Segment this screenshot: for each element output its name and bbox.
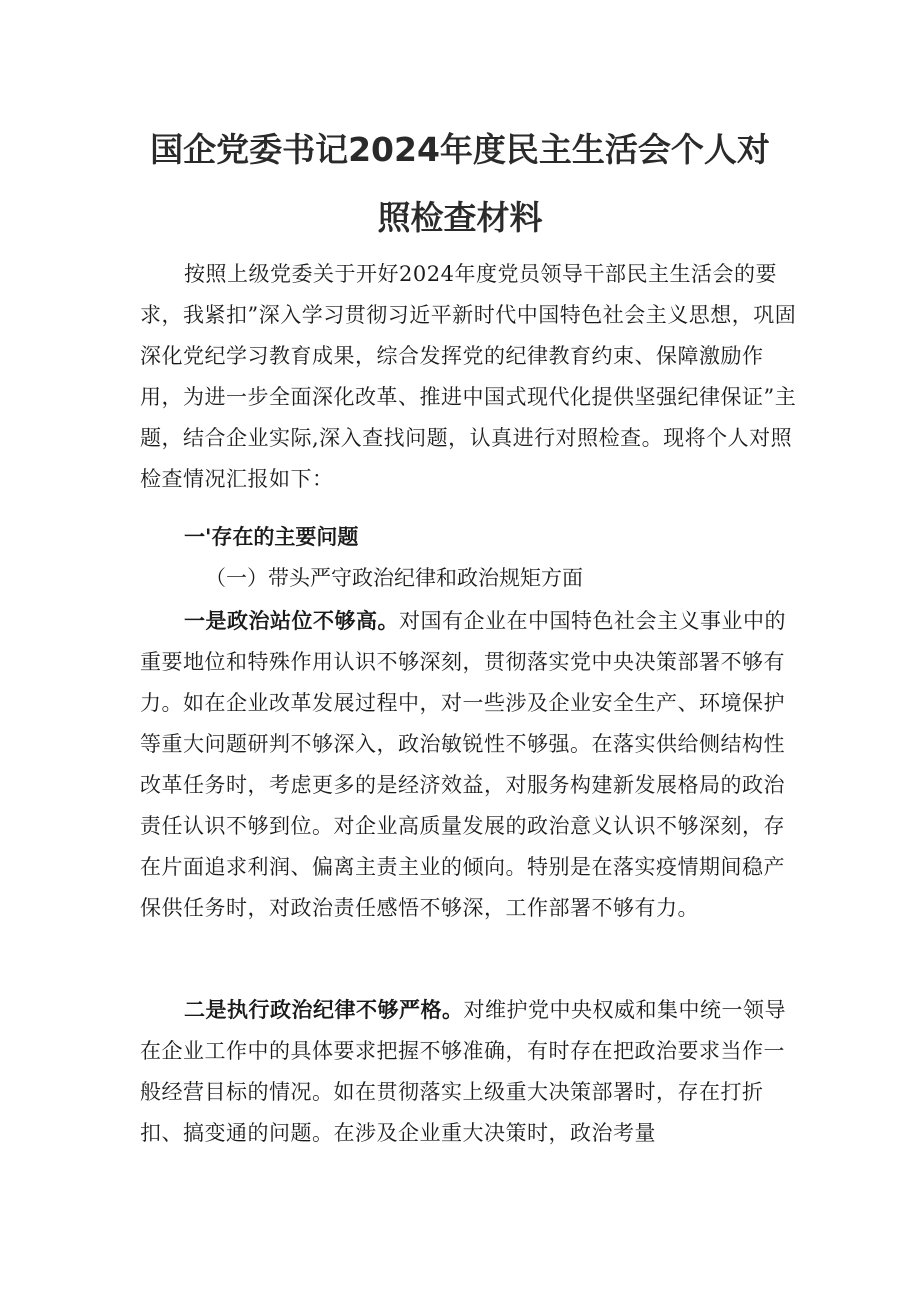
document-title-line2: 照检查材料 xyxy=(377,198,543,237)
problem-item-2-lead: 二是执行政治纪律不够严格。 xyxy=(184,997,464,1022)
intro-paragraph: 按照上级党委关于开好2024年度党员领导干部民主生活会的要求，我紧扣”深入学习贯彻习近平新时代中国特色社会主义思想，巩固深化党纪学习教育成果，综合发挥党的纪律教育约束、保障激励作用，为进一步全面深化改革、推进中国式现代化提供坚强纪律保证”主题，结合企业实际,深入查找问题，认真进行对照检查。现将个人对照检查情况汇报如下： xyxy=(140,262,797,491)
section-heading: 一'存在的主要问题 xyxy=(184,524,359,549)
problem-item-1 xyxy=(140,600,800,929)
problem-item-1-body: 对国有企业在中国特色社会主义事业中的重要地位和特殊作用认识不够深刻，贯彻落实党中央决策部署不够有力。如在企业改革发展过程中，对一些涉及企业安全生产、环境保护等重大问题研判不够深入，政治敏锐性不够强。在落实供给侧结构性改革任务时，考虑更多的是经济效益，对服务构建新发展格局的政治责任认识不够到位。对企业高质量发展的政治意义认识不够深刻，存在片面追求利润、偏离主责主业的倾向。特别是在落实疫情期间稳产保供任务时，对政治责任感悟不够深，工作部署不够有力。 xyxy=(140,609,786,920)
problem-item-2 xyxy=(140,989,800,1154)
document-title-line1: 国企党委书记2024年度民主生活会个人对 xyxy=(150,130,770,169)
problem-item-2-body: 对维护党中央权威和集中统一领导在企业工作中的具体要求把握不够准确，有时存在把政治要求当作一般经营目标的情况。如在贯彻落实上级重大决策部署时，存在打折扣、搞变通的问题。在涉及企业重大决策时，政治考量 xyxy=(140,998,786,1145)
problem-item-1-lead: 一是政治站位不够高。 xyxy=(184,608,399,633)
section-subheading: （一）带头严守政治纪律和政治规矩方面 xyxy=(205,566,583,590)
